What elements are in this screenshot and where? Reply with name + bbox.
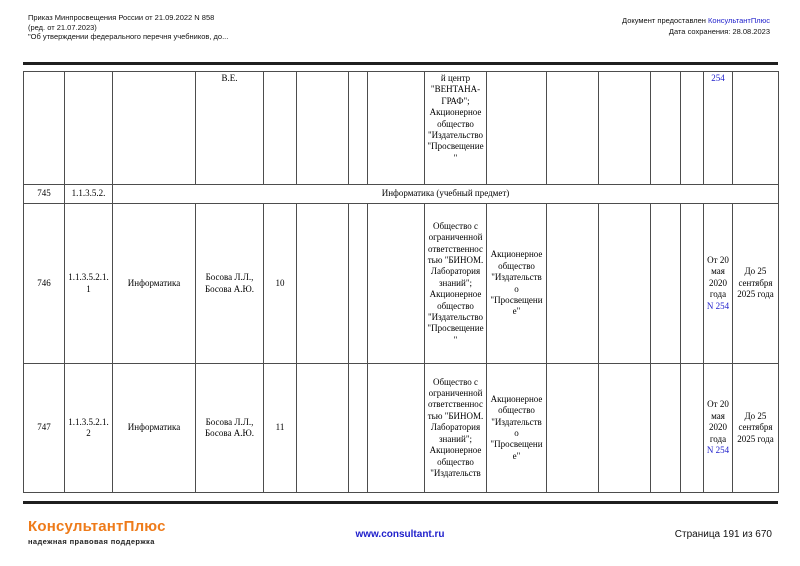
cell-empty [368, 364, 425, 493]
cell-empty [651, 364, 681, 493]
cell-empty [651, 72, 681, 185]
cell-empty [349, 72, 368, 185]
cell-row-number: 745 [24, 185, 65, 204]
cell-publisher: Общество с ограниченной ответственностью "БИНОМ. Лаборатория знаний"; Акционерное общество "Издательство "Просвещение" [425, 204, 487, 364]
doc-title-line2: (ред. от 21.07.2023) [28, 22, 97, 32]
cell-authors: В.Е. [196, 72, 264, 185]
page-number-label: Страница 191 из 670 [674, 529, 772, 540]
table-row-section-745 [24, 185, 779, 204]
cell-fpu-number: 1.1.3.5.2. [65, 185, 113, 204]
cell-order-date [704, 364, 733, 493]
cell-subject: Информатика [113, 204, 196, 364]
cell-empty [368, 72, 425, 185]
provided-by-line [622, 16, 770, 27]
cell-publisher-2: Акционерное общество "Издательство "Просвещение" [487, 364, 547, 493]
footer-divider-rule [23, 501, 778, 504]
cell-empty [264, 72, 297, 185]
cell-publisher: Общество с ограниченной ответственностью "БИНОМ. Лаборатория знаний"; Акционерное общество "Издательств [425, 364, 487, 493]
consultant-site-link[interactable]: www.consultant.ru [355, 529, 445, 540]
logo-title: КонсультантПлюс [28, 518, 166, 535]
order-n254-link[interactable]: N 254 [706, 445, 730, 456]
cell-empty [599, 72, 651, 185]
consultantplus-link[interactable]: КонсультантПлюс [708, 16, 770, 25]
provided-by-label: Документ предоставлен [622, 16, 709, 25]
cell-publisher-2: Акционерное общество "Издательство "Просвещение" [487, 204, 547, 364]
document-header-title [28, 13, 228, 42]
cell-authors: Босова Л.Л., Босова А.Ю. [196, 204, 264, 364]
header-divider-rule [23, 62, 778, 65]
order-n254-link[interactable]: N 254 [706, 300, 730, 311]
order-date-text: От 20 мая 2020 года [707, 254, 729, 300]
cell-empty [113, 72, 196, 185]
cell-empty [24, 72, 65, 185]
logo-tagline: надежная правовая поддержка [28, 537, 155, 546]
cell-fpu-number: 1.1.3.5.2.1.1 [65, 204, 113, 364]
textbooks-table [23, 71, 779, 493]
table-row-747 [24, 364, 779, 493]
cell-row-number: 746 [24, 204, 65, 364]
document-header-meta [622, 16, 770, 37]
cell-empty [297, 204, 349, 364]
cell-empty [349, 204, 368, 364]
cell-row-number: 747 [24, 364, 65, 493]
cell-authors: Босова Л.Л., Босова А.Ю. [196, 364, 264, 493]
cell-section-title: Информатика (учебный предмет) [113, 185, 779, 204]
cell-order-number [704, 72, 733, 185]
cell-empty [681, 204, 704, 364]
order-date-text: От 20 мая 2020 года [707, 399, 729, 444]
cell-valid-until: До 25 сентября 2025 года [733, 364, 779, 493]
order-254-link[interactable]: 254 [711, 73, 725, 83]
cell-empty [733, 72, 779, 185]
doc-title-line1: Приказ Минпросвещения России от 21.09.2022 N 858 [28, 13, 215, 22]
cell-empty [599, 364, 651, 493]
table-row-746 [24, 204, 779, 364]
cell-empty [547, 72, 599, 185]
cell-empty [349, 364, 368, 493]
doc-title-line3: "Об утверждении федерального перечня учебников, до... [28, 32, 229, 42]
cell-grade: 11 [264, 364, 297, 493]
cell-empty [599, 204, 651, 364]
cell-empty [297, 364, 349, 493]
cell-empty [547, 364, 599, 493]
cell-valid-until: До 25 сентября 2025 года [733, 204, 779, 364]
cell-empty [547, 204, 599, 364]
cell-empty [681, 72, 704, 185]
cell-empty [651, 204, 681, 364]
cell-fpu-number: 1.1.3.5.2.1.2 [65, 364, 113, 493]
cell-publisher: й центр "ВЕНТАНА-ГРАФ"; Акционерное общество "Издательство "Просвещение" [425, 72, 487, 185]
table-row-continuation [24, 72, 779, 185]
cell-empty [65, 72, 113, 185]
cell-empty [368, 204, 425, 364]
cell-grade: 10 [264, 204, 297, 364]
save-date-label: Дата сохранения: 28.08.2023 [668, 26, 770, 36]
cell-subject: Информатика [113, 364, 196, 493]
cell-empty [681, 364, 704, 493]
cell-empty [487, 72, 547, 185]
cell-order-date [704, 204, 733, 364]
cell-empty [297, 72, 349, 185]
